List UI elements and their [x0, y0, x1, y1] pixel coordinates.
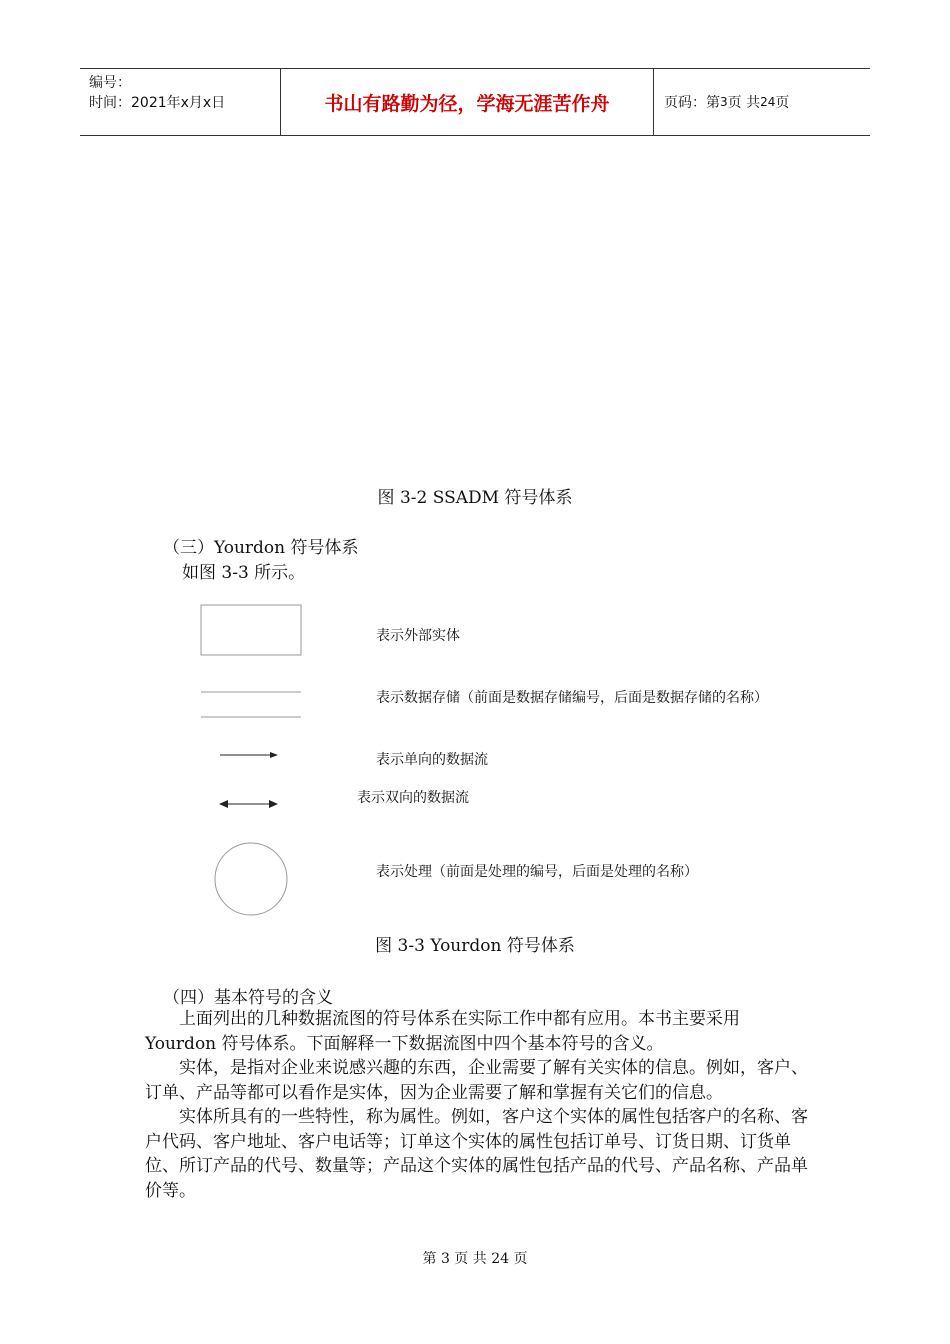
section-4-body	[145, 1007, 810, 1203]
legend-one-way-flow: 表示单向的数据流	[376, 752, 488, 768]
section-3-intro: 如图 3-3 所示。	[182, 563, 306, 583]
page-current: 3	[720, 95, 728, 109]
legend-two-way-flow: 表示双向的数据流	[357, 790, 469, 806]
document-number-label: 编号：	[89, 75, 131, 91]
paragraph: 实体，是指对企业来说感兴趣的东西，企业需要了解有关实体的信息。例如，客户、订单、产品等都可以看作是实体，因为企业需要了解和掌握有关它们的信息。	[145, 1058, 808, 1103]
section-4-heading: （四）基本符号的含义	[163, 988, 333, 1008]
header-meta	[80, 69, 281, 135]
process-symbol	[215, 843, 287, 915]
paragraph: 实体所具有的一些特性，称为属性。例如，客户这个实体的属性包括客户的名称、客户代码、客户地址、客户电话等；订单这个实体的属性包括订单号、订货日期、订货单位、所订产品的代号、数量等；产品这个实体的属性包括产品的代号、产品名称、产品单价等。	[145, 1107, 808, 1201]
page-total: 24	[760, 95, 776, 109]
page-prefix: 页码：第	[664, 95, 720, 111]
header-motto: 书山有路勤为径，学海无涯苦作舟	[281, 69, 654, 135]
two-way-flow-arrow-icon	[219, 800, 278, 808]
one-way-flow-arrow-icon	[220, 752, 278, 758]
yourdon-symbols-figure	[190, 595, 310, 925]
header-page-number	[654, 69, 870, 135]
legend-external-entity: 表示外部实体	[376, 628, 460, 644]
legend-data-store: 表示数据存储（前面是数据存储编号，后面是数据存储的名称）	[376, 690, 768, 706]
page-footer: 第 3 页 共 24 页	[422, 1251, 528, 1267]
page-mid: 页 共	[727, 95, 761, 111]
paragraph: 上面列出的几种数据流图的符号体系在实际工作中都有应用。本书主要采用 Yourdon 符号体系。下面解释一下数据流图中四个基本符号的含义。	[145, 1009, 740, 1054]
external-entity-symbol	[201, 605, 301, 655]
page-header	[80, 68, 870, 136]
figure-3-3-caption: 图 3-3 Yourdon 符号体系	[375, 936, 575, 956]
legend-process: 表示处理（前面是处理的编号，后面是处理的名称）	[376, 864, 698, 880]
document-time-label: 时间：2021年x月x日	[89, 95, 226, 111]
page-suffix: 页	[775, 95, 790, 111]
data-store-symbol	[201, 692, 301, 717]
section-3-heading: （三）Yourdon 符号体系	[163, 538, 359, 558]
figure-3-2-caption: 图 3-2 SSADM 符号体系	[377, 488, 573, 508]
